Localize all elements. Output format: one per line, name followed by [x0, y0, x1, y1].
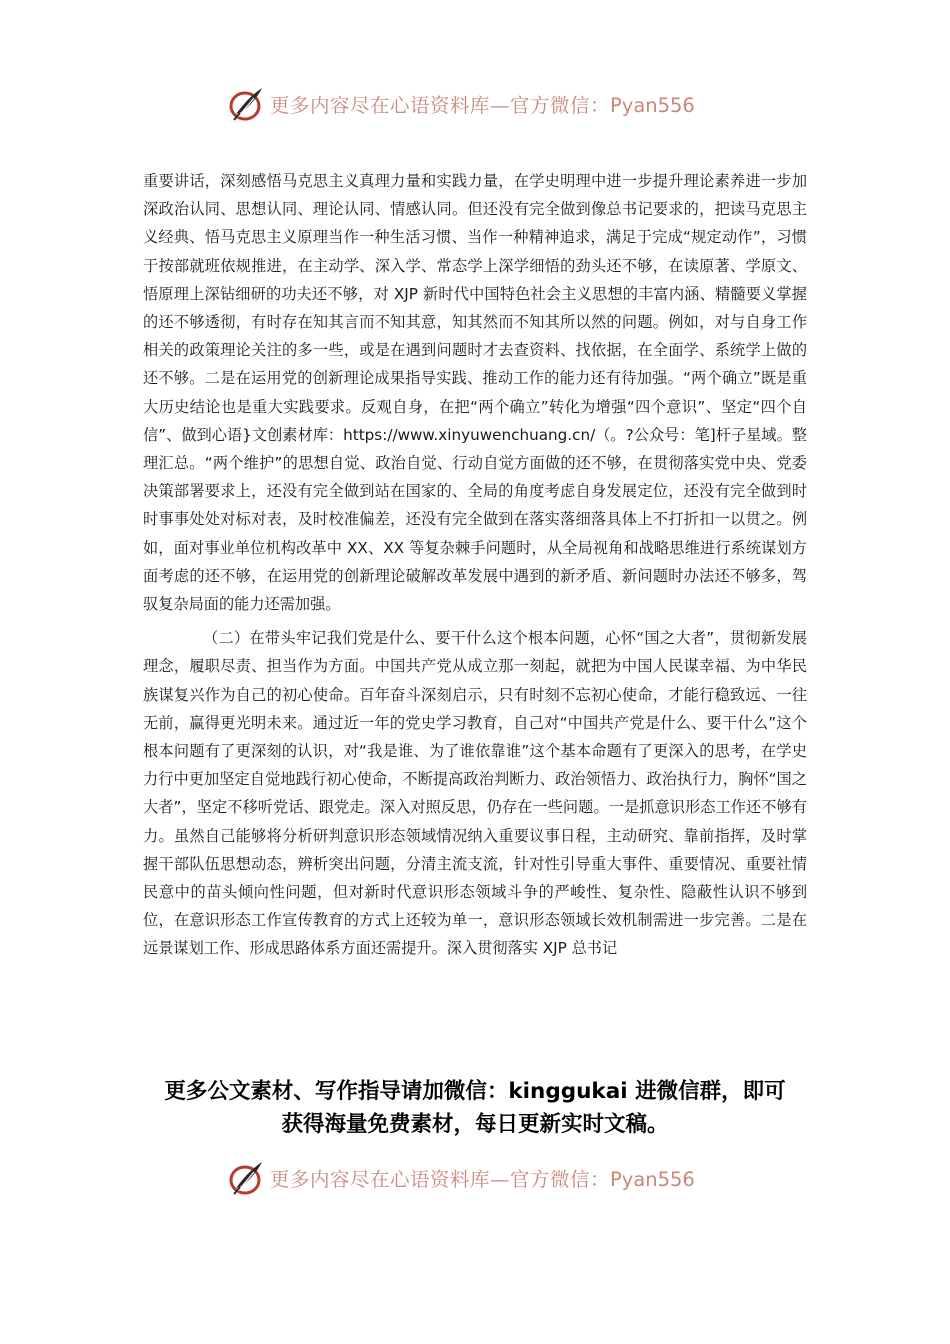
banner-text: 更多内容尽在心语资料库—官方微信：Pyan556 [270, 94, 695, 117]
wechat-id: Pyan556 [610, 1168, 695, 1191]
promo-line-2: 获得海量免费素材，每日更新实时文稿。 [281, 1112, 669, 1137]
wechat-id: Pyan556 [610, 94, 695, 117]
paragraph: 重要讲话，深刻感悟马克思主义真理力量和实践力量，在学史明理中进一步提升理论素养进一步加深政治认同、思想认同、理论认同、情感认同。但还没有完全做到像总书记要求的，把读马克思主义经典、悟马克思主义原理当作一种生活习惯、当作一种精神追求，满足于完成“规定动作”，习惯于按部就班依规推进，在主动学、深入学、常态学上深学细悟的劲头还不够，在读原著、学原文、悟原理上深钻细研的功夫还不够，对 XJP 新时代中国特色社会主义思想的丰富内涵、精髓要义掌握的还不够透彻，有时存在知其言而不知其意，知其然而不知其所以然的问题。例如，对与自身工作相关的政策理论关注的多一些，或是在遇到问题时才去查资料、找依据，在全面学、系统学上做的还不够。二是在运用党的创新理论成果指导实践、推动工作的能力还有待加强。“两个确立”既是重大历史结论也是重大实践要求。反观自身，在把“两个确立”转化为增强“四个意识”、坚定“四个自信”、做到心语}文创素材库：https://www.xinyuwenchuang.cn/（。?公众号：笔]杆子星域。整理汇总。“两个维护”的思想自觉、政治自觉、行动自觉方面做的还不够，在贯彻落实党中央、党委决策部署要求上，还没有完全做到站在国家的、全局的角度考虑自身发展定位，还没有完全做到时时事事处处对标对表，及时校准偏差，还没有完全做到在落实落细落具体上不打折扣一以贯之。例如，面对事业单位机构改革中 XX、XX 等复杂棘手问题时，从全局视角和战略思维进行系统谋划方面考虑的还不够，在运用党的创新理论破解改革发展中遇到的新矛盾、新问题时办法还不够多，驾驭复杂局面的能力还需加强。 [143, 172, 807, 614]
feather-quill-icon [228, 84, 266, 124]
banner-text: 更多内容尽在心语资料库—官方微信：Pyan556 [270, 1168, 695, 1191]
header-banner [228, 82, 728, 126]
paragraph: （二）在带头牢记我们党是什么、要干什么这个根本问题，心怀“国之大者”，贯彻新发展理念，履职尽责、担当作为方面。中国共产党从成立那一刻起，就把为中国人民谋幸福、为中华民族谋复兴作为自己的初心使命。百年奋斗深刻启示，只有时刻不忘初心使命，才能行稳致远、一往无前，赢得更光明未来。通过近一年的党史学习教育，自己对“中国共产党是什么、要干什么”这个根本问题有了更深刻的认识，对“我是谁、为了谁依靠谁”这个基本命题有了更深入的思考，在学史力行中更加坚定自觉地践行初心使命，不断提高政治判断力、政治领悟力、政治执行力，胸怀“国之大者”，坚定不移听党话、跟党走。深入对照反思，仍存在一些问题。一是抓意识形态工作还不够有力。虽然自己能够将分析研判意识形态领域情况纳入重要议事日程，主动研究、靠前指挥，及时掌握干部队伍思想动态，辨析突出问题，分清主流支流，针对性引导重大事件、重要情况、重要社情民意中的苗头倾向性问题，但对新时代意识形态领域斗争的严峻性、复杂性、隐蔽性认识不够到位，在意识形态工作宣传教育的方式上还较为单一，意识形态领域长效机制需进一步完善。二是在远景谋划工作、形成思路体系方面还需提升。深入贯彻落实 XJP 总书记 [143, 629, 807, 958]
promo-line-1: 更多公文素材、写作指导请加微信：kinggukai 进微信群，即可 [164, 1079, 786, 1104]
footer-banner [228, 1156, 728, 1200]
document-body [143, 167, 807, 963]
feather-quill-icon [228, 1158, 266, 1198]
promo-notice [120, 1075, 830, 1141]
